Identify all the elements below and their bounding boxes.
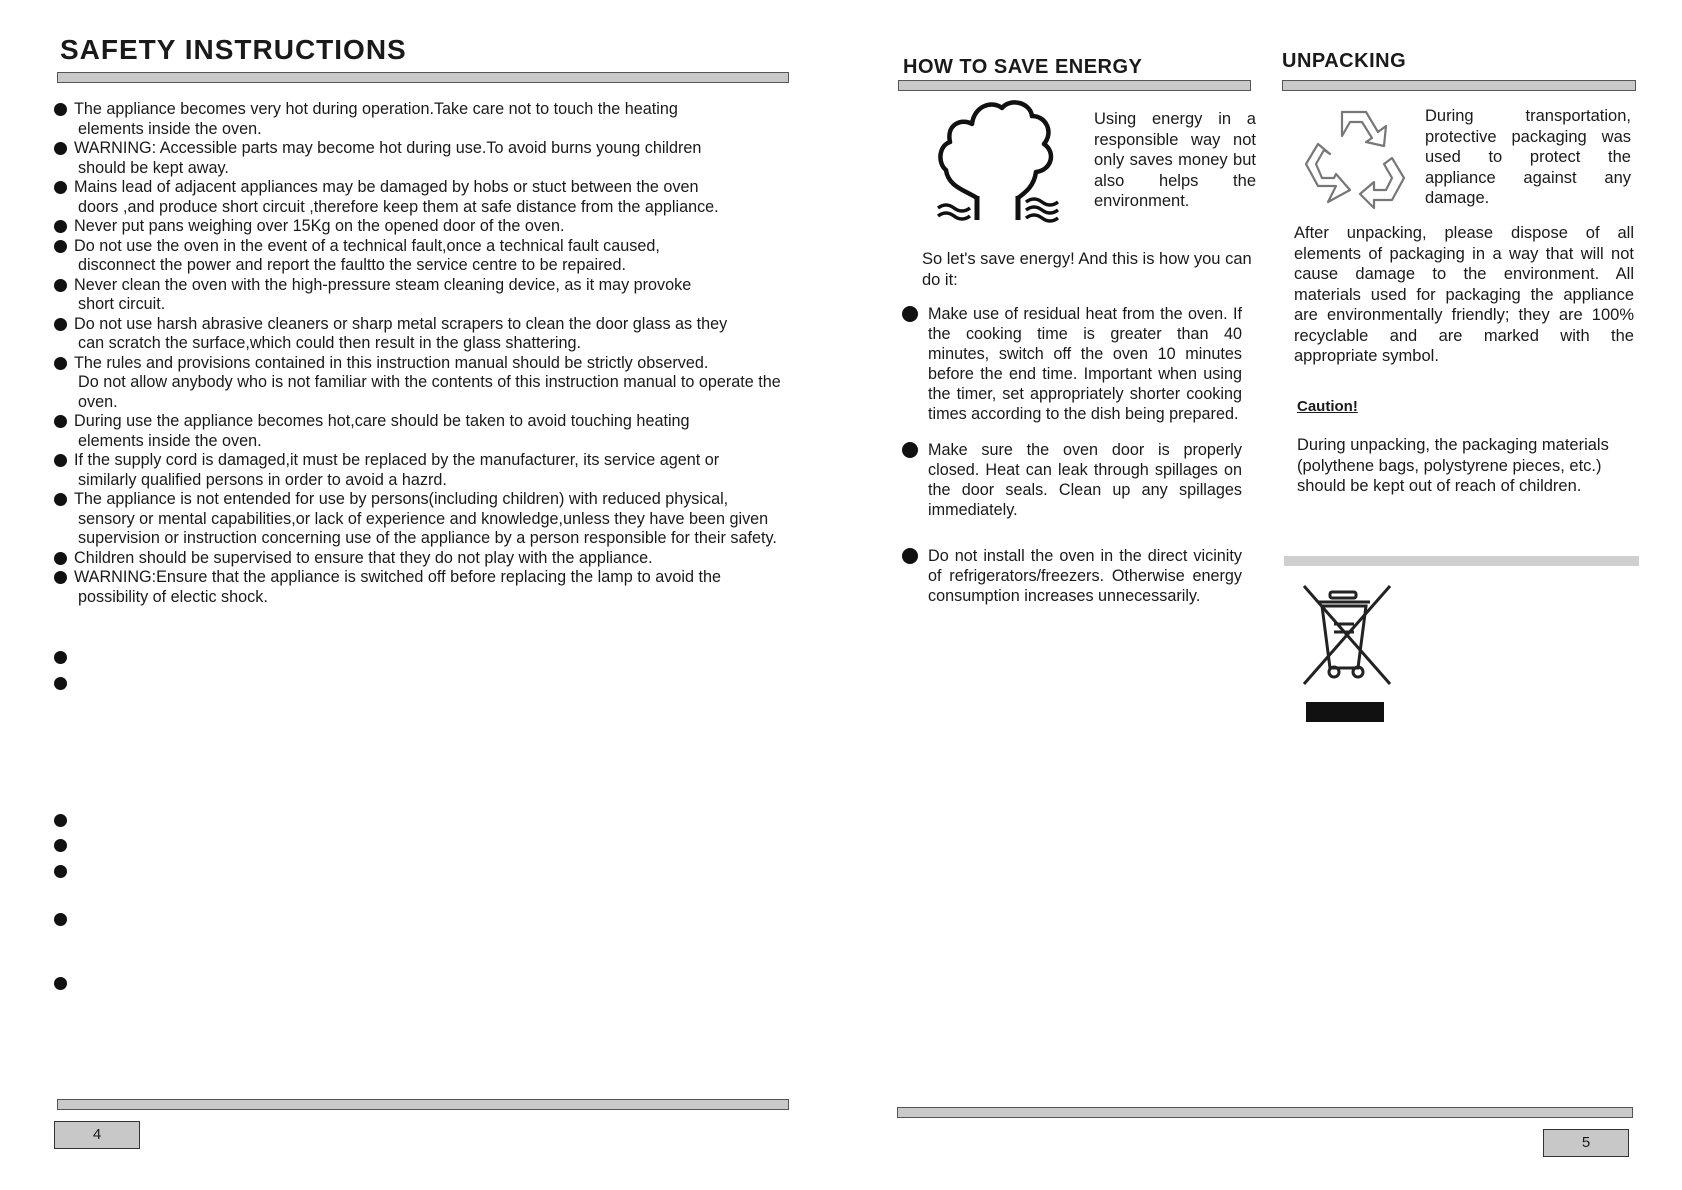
- energy-tip-text: Make use of residual heat from the oven. If the cooking time is greater than 40 minutes, switch off the oven 10 minutes before the end time. Important when using the timer, set appropriately shorter cooking times according to the dish being prepared.: [928, 305, 1242, 423]
- caution-text: During unpacking, the packaging materials (polythene bags, polystyrene pieces, etc.) should be kept out of reach of children.: [1297, 436, 1609, 495]
- empty-bullet: [54, 913, 67, 926]
- energy-heading-bar: [898, 80, 1251, 91]
- empty-bullet: [54, 977, 67, 990]
- energy-heading: HOW TO SAVE ENERGY: [903, 56, 1143, 78]
- bullet-icon: [54, 454, 67, 467]
- bullet-icon: [54, 240, 67, 253]
- energy-tip: [902, 304, 1242, 424]
- safety-item-first-line: During use the appliance becomes hot,care should be taken to avoid touching heating: [74, 412, 690, 430]
- safety-item-continuation: sensory or mental capabilities,or lack of experience and knowledge,unless they have been given supervision or instruction concerning use of the appliance by a person responsible for their safety.: [78, 509, 777, 547]
- safety-item: [54, 178, 814, 217]
- crossed-bin-icon: [1300, 584, 1394, 724]
- bullet-icon: [902, 548, 918, 564]
- bullet-icon: [54, 552, 67, 565]
- safety-item-continuation: elements inside the oven.: [78, 119, 262, 138]
- energy-lead: So let's save energy! And this is how you can do it:: [922, 250, 1252, 289]
- energy-tips-list: [902, 304, 1242, 606]
- unpacking-heading: UNPACKING: [1282, 50, 1407, 72]
- safety-item: [54, 354, 814, 413]
- energy-intro: Using energy in a responsible way not only saves money but also helps the environment.: [1094, 110, 1256, 210]
- recycle-icon: [1300, 106, 1410, 210]
- safety-item-first-line: If the supply cord is damaged,it must be replaced by the manufacturer, its service agent or: [74, 451, 720, 469]
- caution-label: Caution!: [1297, 398, 1358, 415]
- empty-bullet: [54, 865, 67, 878]
- empty-bullet: [54, 677, 67, 690]
- bullet-icon: [54, 318, 67, 331]
- safety-item-first-line: Mains lead of adjacent appliances may be damaged by hobs or stuct between the oven: [74, 178, 699, 196]
- safety-item: [54, 412, 814, 451]
- safety-item-continuation: disconnect the power and report the faultto the service centre to be repaired.: [78, 256, 627, 274]
- safety-item: [54, 490, 814, 549]
- unpacking-body: After unpacking, please dispose of all elements of packaging in a way that will not cause damage to the environment. All materials used for packaging the appliance are environmentally friendly; they are 100% recyclable and are marked with the appropriate symbol.: [1294, 224, 1634, 365]
- page-title: SAFETY INSTRUCTIONS: [60, 34, 407, 65]
- safety-item-continuation: similarly qualified persons in order to avoid a hazrd.: [78, 470, 447, 489]
- safety-item-first-line: Never put pans weighing over 15Kg on the opened door of the oven.: [74, 217, 565, 235]
- bullet-icon: [54, 493, 67, 506]
- safety-item-first-line: Do not use harsh abrasive cleaners or sharp metal scrapers to clean the door glass as they: [74, 314, 728, 333]
- energy-tip: [902, 546, 1242, 606]
- safety-item-continuation: possibility of electic shock.: [78, 587, 268, 606]
- bullet-icon: [54, 279, 67, 292]
- energy-tip: [902, 440, 1242, 520]
- energy-tip-text: Do not install the oven in the direct vicinity of refrigerators/freezers. Otherwise energy consumption increases unnecessarily.: [928, 547, 1242, 605]
- unpacking-heading-bar: [1282, 80, 1636, 91]
- safety-item-first-line: The rules and provisions contained in this instruction manual should be strictly observed.: [74, 353, 709, 372]
- tree-icon: [934, 98, 1064, 224]
- safety-item: [54, 237, 814, 276]
- safety-item: [54, 139, 814, 178]
- bullet-icon: [902, 442, 918, 458]
- bullet-icon: [54, 415, 67, 428]
- safety-item: [54, 217, 814, 237]
- bullet-icon: [54, 357, 67, 370]
- safety-item-first-line: WARNING: Accessible parts may become hot during use.To avoid burns young children: [74, 139, 702, 157]
- safety-item: [54, 451, 814, 490]
- safety-item-first-line: The appliance becomes very hot during operation.Take care not to touch the heating: [74, 100, 678, 118]
- safety-item: [54, 549, 814, 569]
- empty-bullet: [54, 814, 67, 827]
- safety-item: [54, 315, 814, 354]
- bullet-icon: [54, 103, 67, 116]
- safety-item-first-line: The appliance is not entended for use by persons(including children) with reduced physical,: [74, 490, 729, 508]
- safety-item: [54, 568, 814, 607]
- safety-instructions-list: [54, 100, 814, 607]
- title-underline-bar: [57, 72, 789, 83]
- page-number-right: 5: [1543, 1129, 1629, 1157]
- energy-tip-text: Make sure the oven door is properly closed. Heat can leak through spillages on the door seals. Clean up any spillages immediately.: [928, 441, 1242, 519]
- weee-separator-bar: [1284, 556, 1639, 566]
- empty-bullet: [54, 839, 67, 852]
- safety-item: [54, 100, 814, 139]
- safety-item-continuation: can scratch the surface,which could then result in the glass shattering.: [78, 334, 581, 352]
- bullet-icon: [54, 142, 67, 155]
- safety-item-first-line: Do not use the oven in the event of a technical fault,once a technical fault caused,: [74, 236, 660, 255]
- footer-bar-left: [57, 1099, 789, 1110]
- safety-item-continuation: elements inside the oven.: [78, 431, 262, 450]
- safety-item-first-line: Never clean the oven with the high-pressure steam cleaning device, as it may provoke: [74, 275, 692, 294]
- safety-item-continuation: doors ,and produce short circuit ,therefore keep them at safe distance from the appliance.: [78, 197, 719, 216]
- safety-item-continuation: short circuit.: [78, 295, 166, 313]
- page-number-left: 4: [54, 1121, 140, 1149]
- empty-bullet: [54, 651, 67, 664]
- safety-item-continuation: should be kept away.: [78, 158, 229, 177]
- safety-item-first-line: Children should be supervised to ensure that they do not play with the appliance.: [74, 548, 653, 567]
- safety-item-continuation: Do not allow anybody who is not familiar with the contents of this instruction manual to operate the oven.: [78, 373, 781, 411]
- footer-bar-right: [897, 1107, 1633, 1118]
- bullet-icon: [54, 220, 67, 233]
- bullet-icon: [54, 571, 67, 584]
- safety-item: [54, 276, 814, 315]
- bullet-icon: [902, 306, 918, 322]
- unpacking-intro: During transportation, protective packaging was used to protect the appliance against any damage.: [1425, 107, 1631, 207]
- bullet-icon: [54, 181, 67, 194]
- safety-item-first-line: WARNING:Ensure that the appliance is switched off before replacing the lamp to avoid the: [74, 568, 721, 586]
